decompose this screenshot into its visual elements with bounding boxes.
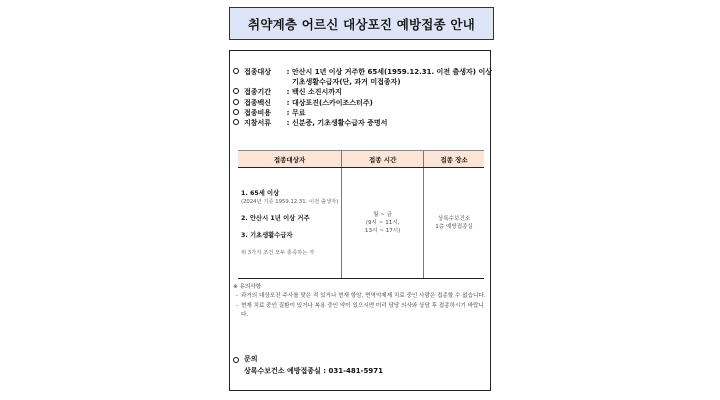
info-item-period	[233, 87, 487, 97]
info-key: 접종기간	[244, 88, 272, 97]
circle-bullet-icon	[233, 357, 239, 363]
precaution-text: 현재 치료 중인 질환이 있거나 복용 중인 약이 있으시면 미리 담당 의사와 상담 후 접종하시기 바랍니다.	[241, 302, 484, 318]
info-value: 안산시 1년 이상 거주한 65세(1959.12.31. 이전 출생자) 이상	[292, 68, 492, 76]
info-separator: :	[286, 88, 290, 97]
info-item-vaccine	[233, 98, 487, 108]
info-key: 접종비용	[244, 108, 272, 117]
table-row	[238, 168, 484, 279]
contact-label: 문의	[244, 355, 258, 363]
time-afternoon: 13시 ~ 17시)	[364, 228, 401, 234]
table-header-row	[238, 151, 484, 168]
info-key: 접종대상	[244, 68, 272, 76]
place-cell	[424, 168, 484, 279]
column-header-place: 접종 장소	[424, 151, 484, 168]
dash-bullet-icon: -	[235, 302, 239, 309]
criterion-age: 1. 65세 이상	[241, 189, 280, 197]
circle-bullet-icon	[233, 109, 239, 115]
page-title: 취약계층 어르신 대상포진 예방접종 안내	[229, 7, 494, 40]
info-item-cost	[233, 108, 487, 118]
criterion-age-detail: (2024년 기준 1959.12.31. 이전 출생자)	[241, 198, 339, 205]
info-key: 접종백신	[244, 98, 272, 107]
time-morning: (9시 ~ 11시,	[365, 220, 400, 226]
info-value: 백신 소진시까지	[292, 88, 342, 97]
time-days: 월 ~ 금	[373, 212, 393, 218]
info-value: 대상포진(스카이조스터주)	[292, 98, 373, 107]
precaution-item	[233, 292, 487, 301]
info-separator: :	[286, 119, 290, 128]
info-separator: :	[286, 68, 290, 76]
info-item-target-continuation	[233, 77, 487, 87]
place-name: 상록수보건소	[437, 216, 471, 222]
column-header-target: 접종대상자	[238, 151, 342, 168]
dash-bullet-icon: -	[235, 293, 239, 300]
notice-frame	[229, 50, 491, 391]
circle-bullet-icon	[233, 119, 239, 125]
circle-bullet-icon	[233, 68, 239, 74]
precaution-item	[233, 302, 487, 321]
criterion-recipient: 3. 기초생활수급자	[241, 231, 293, 239]
precaution-text: 과거의 대상포진 주사를 맞은 적 있거나 현재 항암, 면역억제제 치료 중인 사람은 접종할 수 없습니다.	[241, 293, 486, 300]
info-value-continuation: 기초생활수급자(단, 과거 미접종자)	[292, 78, 401, 87]
target-cell	[238, 168, 342, 279]
circle-bullet-icon	[233, 99, 239, 105]
criteria-footer: 위 3가지 조건 모두 충족하는 자	[241, 249, 315, 256]
place-room: 1층 예방접종실	[435, 224, 473, 230]
info-list	[233, 67, 492, 128]
column-header-time: 접종 시간	[342, 151, 424, 168]
precautions	[233, 283, 487, 320]
info-separator: :	[286, 98, 290, 107]
contact-section	[233, 353, 487, 377]
info-value: 무료	[292, 108, 306, 117]
vaccination-table	[238, 150, 484, 279]
criterion-residence: 2. 안산시 1년 이상 거주	[241, 214, 310, 222]
contact-phone: 상록수보건소 예방접종실 : 031-481-5971	[244, 367, 384, 375]
info-key: 지참서류	[244, 119, 272, 128]
time-cell	[342, 168, 424, 279]
info-item-documents	[233, 118, 487, 128]
precautions-title: ※ 유의사항	[233, 284, 262, 290]
circle-bullet-icon	[233, 88, 239, 94]
info-separator: :	[286, 108, 290, 117]
info-item-target	[233, 67, 492, 77]
info-value: 신분증, 기초생활수급자 증명서	[292, 119, 388, 128]
